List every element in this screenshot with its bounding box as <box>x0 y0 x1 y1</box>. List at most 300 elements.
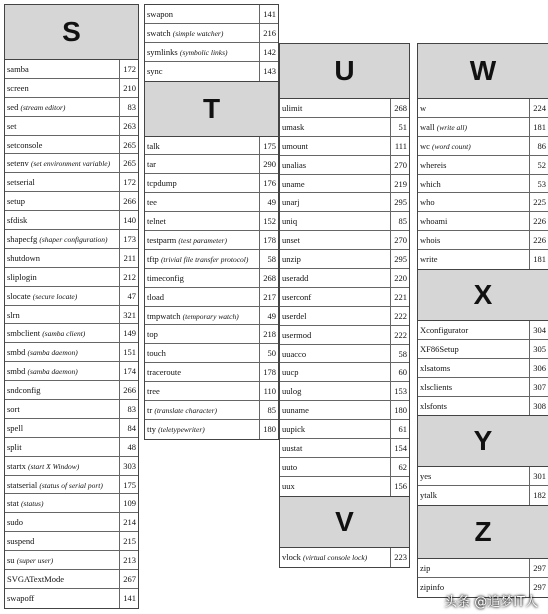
command-row <box>280 477 409 496</box>
command-row <box>5 136 138 155</box>
command-row <box>280 420 409 439</box>
command-label: ulimit <box>282 103 303 113</box>
page-number: 172 <box>119 60 138 78</box>
page-number: 84 <box>119 419 138 437</box>
command-label: su <box>7 555 15 566</box>
command-row <box>5 513 138 532</box>
command-name <box>280 231 390 249</box>
command-row <box>5 438 138 457</box>
page-number: 178 <box>259 231 278 249</box>
command-note: (samba daemon) <box>27 348 78 358</box>
command-row <box>418 378 548 397</box>
command-row <box>418 250 548 269</box>
command-name <box>280 382 390 400</box>
command-row <box>5 306 138 325</box>
command-label: unzip <box>282 254 301 265</box>
page-number: 222 <box>390 326 409 344</box>
command-row <box>145 212 278 231</box>
command-name <box>418 137 529 155</box>
command-row <box>145 155 278 174</box>
command-note: (symbolic links) <box>179 47 228 57</box>
command-name <box>145 5 259 23</box>
command-label: w <box>420 103 427 113</box>
page-number: 151 <box>119 343 138 361</box>
section-header-t: T <box>145 81 278 137</box>
page-number: 268 <box>390 99 409 117</box>
page-number: 175 <box>259 137 278 155</box>
command-name <box>418 378 529 396</box>
command-note: (stream editor) <box>20 102 66 112</box>
page-number: 172 <box>119 173 138 191</box>
command-row <box>5 98 138 117</box>
page-number: 85 <box>259 401 278 419</box>
page-number: 49 <box>259 193 278 211</box>
command-label: ytalk <box>420 490 437 501</box>
command-name <box>418 99 529 117</box>
command-name <box>5 589 119 608</box>
command-label: SVGATextMode <box>7 574 65 585</box>
command-label: uuacco <box>282 348 307 359</box>
command-name <box>5 457 119 475</box>
command-row <box>5 494 138 513</box>
command-label: umount <box>282 140 308 151</box>
page-number: 263 <box>119 117 138 135</box>
command-name <box>418 212 529 230</box>
command-row <box>5 457 138 476</box>
section-header-v: V <box>280 496 409 548</box>
command-label: tftp <box>147 253 159 264</box>
command-row <box>280 345 409 364</box>
page-number: 268 <box>259 269 278 287</box>
page-number: 295 <box>390 193 409 211</box>
command-row <box>145 231 278 250</box>
command-note: (shaper configuration) <box>39 235 108 245</box>
command-label: whois <box>420 235 441 246</box>
watermark-text: 头条 @追梦IT人 <box>444 595 538 610</box>
command-name <box>145 231 259 249</box>
command-row <box>5 117 138 136</box>
command-name <box>280 137 390 155</box>
command-name <box>280 363 390 381</box>
command-label: uulog <box>282 386 302 397</box>
command-row <box>280 326 409 345</box>
command-row <box>5 381 138 400</box>
command-row <box>418 99 548 118</box>
command-row <box>145 325 278 344</box>
command-name <box>5 98 119 116</box>
command-row <box>145 5 278 24</box>
command-row <box>145 43 278 62</box>
command-name <box>418 231 529 249</box>
command-label: touch <box>147 348 166 359</box>
page-number: 181 <box>529 118 548 136</box>
command-name <box>280 269 390 287</box>
command-label: sudo <box>7 517 24 528</box>
command-label: wc <box>420 140 430 151</box>
command-row <box>418 175 548 194</box>
command-label: spell <box>7 422 24 433</box>
command-row <box>145 250 278 269</box>
command-label: setconsole <box>7 139 43 150</box>
command-note: (status of serial port) <box>39 480 103 490</box>
command-name <box>5 343 119 361</box>
command-note: (virtual console lock) <box>303 552 368 562</box>
column-u-v <box>279 43 410 568</box>
command-row <box>418 340 548 359</box>
command-name <box>145 193 259 211</box>
command-row <box>280 175 409 194</box>
command-note: (set environment variable) <box>30 159 111 169</box>
command-label: umask <box>282 121 305 132</box>
command-name <box>5 324 119 342</box>
command-name <box>5 494 119 512</box>
command-row <box>5 532 138 551</box>
page-number: 142 <box>259 43 278 61</box>
command-label: uname <box>282 178 305 189</box>
command-row <box>5 173 138 192</box>
command-row <box>5 211 138 230</box>
command-label: uux <box>282 480 295 491</box>
command-name <box>418 397 529 416</box>
page-number: 267 <box>119 570 138 588</box>
command-label: tar <box>147 159 156 170</box>
page-number: 51 <box>390 118 409 136</box>
page-number: 60 <box>390 363 409 381</box>
command-row <box>5 400 138 419</box>
page-number: 225 <box>529 193 548 211</box>
command-name <box>145 250 259 268</box>
command-label: unarj <box>282 197 300 208</box>
page-number: 53 <box>529 175 548 193</box>
command-name <box>145 401 259 419</box>
command-label: useradd <box>282 273 309 284</box>
command-label: write <box>420 254 438 265</box>
command-name <box>145 43 259 61</box>
command-label: XF86Setup <box>420 343 459 354</box>
page-number: 180 <box>259 420 278 439</box>
command-row <box>145 174 278 193</box>
command-name <box>5 173 119 191</box>
command-name <box>5 400 119 418</box>
command-label: uustat <box>282 443 303 454</box>
command-row <box>280 363 409 382</box>
command-row <box>280 250 409 269</box>
command-name <box>5 268 119 286</box>
page-number: 52 <box>529 156 548 174</box>
page-number: 141 <box>259 5 278 23</box>
page-number: 270 <box>390 231 409 249</box>
page-number: 86 <box>529 137 548 155</box>
command-row <box>145 344 278 363</box>
command-row <box>418 467 548 486</box>
command-name <box>280 118 390 136</box>
command-name <box>145 24 259 42</box>
command-label: screen <box>7 82 29 93</box>
command-name <box>145 288 259 306</box>
command-name <box>280 212 390 230</box>
page-number: 212 <box>119 268 138 286</box>
command-label: userdel <box>282 310 307 321</box>
page-number: 223 <box>390 548 409 567</box>
command-label: traceroute <box>147 367 181 378</box>
command-row <box>5 476 138 495</box>
command-name <box>5 136 119 154</box>
page-number: 219 <box>390 175 409 193</box>
command-note: (word count) <box>432 141 471 151</box>
command-name <box>5 419 119 437</box>
section-header-z: Z <box>418 505 548 559</box>
command-name <box>5 192 119 210</box>
page-number: 62 <box>390 458 409 476</box>
command-note: (samba client) <box>42 329 86 339</box>
command-row <box>418 486 548 505</box>
command-name <box>418 559 529 577</box>
command-name <box>280 156 390 174</box>
command-label: swapoff <box>7 592 35 603</box>
command-row <box>418 156 548 175</box>
command-note: (super user) <box>16 556 54 566</box>
page-number: 222 <box>390 307 409 325</box>
command-name <box>5 60 119 78</box>
command-name <box>418 118 529 136</box>
page-number: 181 <box>529 250 548 269</box>
command-name <box>280 193 390 211</box>
command-note: (samba daemon) <box>27 367 78 377</box>
command-row <box>418 559 548 578</box>
command-row <box>5 551 138 570</box>
section-header-y: Y <box>418 415 548 467</box>
page-number: 156 <box>390 477 409 496</box>
command-note: (start X Window) <box>28 461 80 471</box>
command-label: tr <box>147 405 153 416</box>
command-row <box>5 268 138 287</box>
command-label: userconf <box>282 291 312 302</box>
command-row <box>5 324 138 343</box>
page-number: 149 <box>119 324 138 342</box>
page-number: 221 <box>390 288 409 306</box>
page-number: 295 <box>390 250 409 268</box>
command-note: (trivial file transfer protocol) <box>160 254 249 264</box>
command-row <box>418 193 548 212</box>
command-name <box>5 570 119 588</box>
command-name <box>5 476 119 494</box>
command-label: samba <box>7 64 29 74</box>
command-label: testparm <box>147 235 177 246</box>
page-number: 210 <box>119 79 138 97</box>
command-note: (temporary watch) <box>182 311 239 321</box>
command-name <box>5 381 119 399</box>
command-label: tee <box>147 197 157 208</box>
command-name <box>5 306 119 324</box>
command-label: sndconfig <box>7 385 41 396</box>
command-name <box>280 307 390 325</box>
command-row <box>280 231 409 250</box>
command-row <box>280 99 409 118</box>
page-number: 110 <box>259 382 278 400</box>
command-name <box>145 344 259 362</box>
command-name <box>418 250 529 269</box>
page-number: 174 <box>119 362 138 380</box>
command-label: stat <box>7 498 19 509</box>
command-row <box>145 382 278 401</box>
section-header-w: W <box>418 44 548 99</box>
command-name <box>145 363 259 381</box>
command-label: telnet <box>147 216 166 227</box>
command-label: xlsatoms <box>420 362 451 373</box>
command-row <box>5 287 138 306</box>
command-row <box>280 458 409 477</box>
command-row <box>145 363 278 382</box>
command-label: whereis <box>420 159 447 170</box>
section-header-u: U <box>280 44 409 99</box>
page-number: 152 <box>259 212 278 230</box>
command-name <box>5 287 119 305</box>
command-label: tree <box>147 386 160 397</box>
command-label: setserial <box>7 177 35 188</box>
command-row <box>280 212 409 231</box>
command-name <box>418 467 529 485</box>
page-number: 265 <box>119 136 138 154</box>
command-row <box>5 79 138 98</box>
command-row <box>280 307 409 326</box>
command-label: tcpdump <box>147 178 177 189</box>
command-label: timeconfig <box>147 272 184 283</box>
page-number: 226 <box>529 212 548 230</box>
command-label: sort <box>7 404 20 415</box>
command-label: talk <box>147 140 160 151</box>
page-number: 217 <box>259 288 278 306</box>
command-name <box>418 340 529 358</box>
page-number: 220 <box>390 269 409 287</box>
command-row <box>145 269 278 288</box>
command-label: sync <box>147 65 163 76</box>
command-name <box>418 359 529 377</box>
page-number: 321 <box>119 306 138 324</box>
command-row <box>145 137 278 156</box>
command-label: Xconfigurator <box>420 325 469 336</box>
command-label: yes <box>420 471 432 482</box>
command-label: wall <box>420 121 435 132</box>
command-name <box>418 321 529 339</box>
command-name <box>145 62 259 81</box>
command-name <box>5 117 119 135</box>
command-name <box>5 551 119 569</box>
page-number: 85 <box>390 212 409 230</box>
command-name <box>280 548 390 567</box>
command-label: startx <box>7 460 26 471</box>
command-name <box>5 513 119 531</box>
command-name <box>145 420 259 439</box>
command-label: symlinks <box>147 46 178 57</box>
command-label: which <box>420 178 441 189</box>
page-number: 143 <box>259 62 278 81</box>
command-label: swatch <box>147 27 171 38</box>
page-number: 304 <box>529 321 548 339</box>
command-row <box>280 439 409 458</box>
command-label: zipinfo <box>420 582 445 593</box>
command-name <box>145 212 259 230</box>
page-number: 182 <box>529 486 548 505</box>
page-number: 49 <box>259 307 278 325</box>
command-name <box>418 193 529 211</box>
section-header-s: S <box>5 5 138 60</box>
command-label: set <box>7 120 17 131</box>
command-name <box>5 532 119 550</box>
command-name <box>280 401 390 419</box>
command-name <box>145 382 259 400</box>
page-number: 176 <box>259 174 278 192</box>
command-row <box>145 24 278 43</box>
command-name <box>280 477 390 496</box>
page-number: 270 <box>390 156 409 174</box>
command-name <box>280 175 390 193</box>
command-row <box>418 118 548 137</box>
command-label: sliplogin <box>7 271 37 282</box>
page-number: 308 <box>529 397 548 416</box>
command-name <box>5 211 119 229</box>
command-name <box>5 79 119 97</box>
page-number: 47 <box>119 287 138 305</box>
column-t <box>144 4 279 440</box>
command-name <box>418 486 529 505</box>
command-label: usermod <box>282 329 312 340</box>
command-name <box>280 345 390 363</box>
page-number: 290 <box>259 155 278 173</box>
command-row <box>145 193 278 212</box>
command-label: smbclient <box>7 328 41 339</box>
page-number: 266 <box>119 381 138 399</box>
command-row <box>5 570 138 589</box>
command-row <box>280 137 409 156</box>
command-label: shapecfg <box>7 234 38 245</box>
command-label: setup <box>7 196 25 207</box>
command-name <box>145 137 259 155</box>
page-number: 211 <box>119 249 138 267</box>
command-name <box>5 362 119 380</box>
page-number: 173 <box>119 230 138 248</box>
page-number: 216 <box>259 24 278 42</box>
command-label: whoami <box>420 216 448 227</box>
command-label: uuto <box>282 461 298 472</box>
page-number: 109 <box>119 494 138 512</box>
command-label: sed <box>7 101 19 112</box>
command-row <box>145 401 278 420</box>
command-name <box>5 438 119 456</box>
command-name <box>145 155 259 173</box>
command-name <box>280 250 390 268</box>
command-row <box>145 307 278 326</box>
page-number: 297 <box>529 559 548 577</box>
command-note: (status) <box>20 499 44 509</box>
page-number: 265 <box>119 154 138 172</box>
command-note: (teletypewriter) <box>158 424 205 434</box>
page-number: 214 <box>119 513 138 531</box>
section-header-x: X <box>418 269 548 321</box>
command-label: statserial <box>7 479 38 490</box>
command-row <box>418 359 548 378</box>
command-row <box>5 230 138 249</box>
command-row <box>145 62 278 81</box>
page-number: 153 <box>390 382 409 400</box>
command-note: (test parameter) <box>178 236 227 246</box>
page-number: 226 <box>529 231 548 249</box>
command-label: xlsfonts <box>420 400 447 411</box>
page-number: 305 <box>529 340 548 358</box>
command-label: setenv <box>7 158 29 169</box>
command-name <box>5 154 119 172</box>
command-row <box>418 397 548 416</box>
command-label: vlock <box>282 551 301 562</box>
